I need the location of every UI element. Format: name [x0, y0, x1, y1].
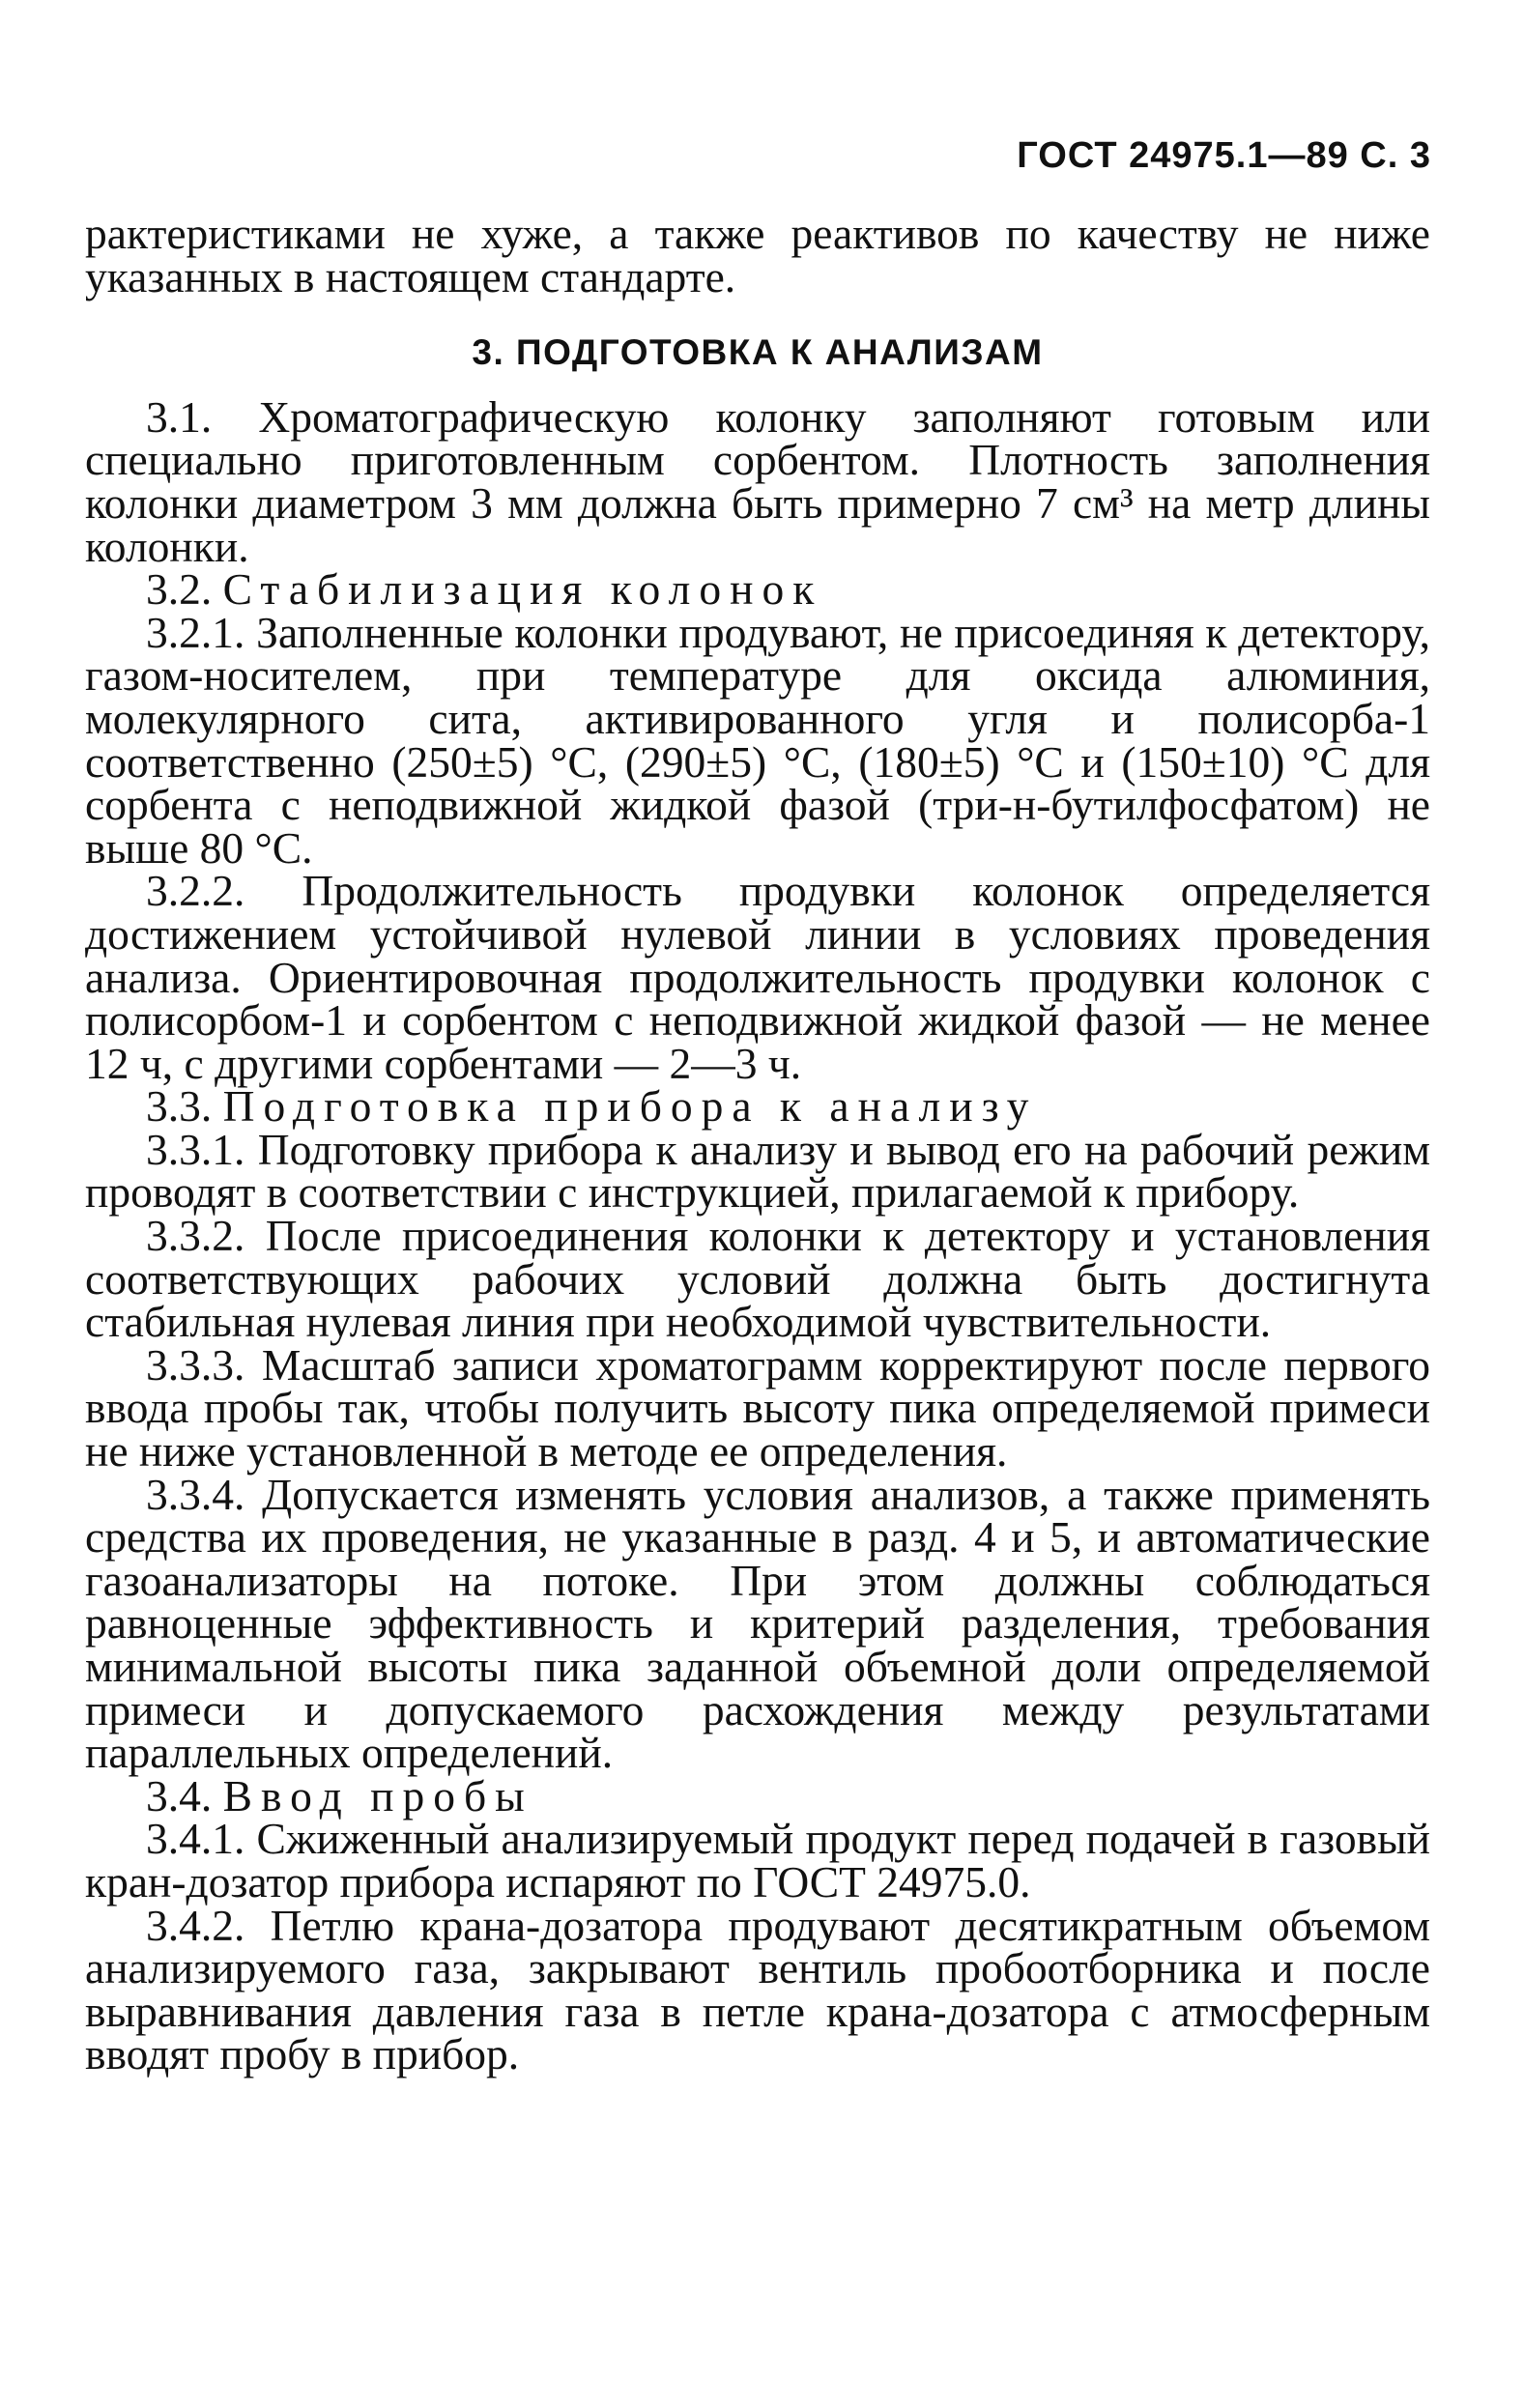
subsection-number: 3.4. — [146, 1770, 213, 1820]
subsection-title: Стабилизация колонок — [222, 564, 823, 615]
section-heading: 3. ПОДГОТОВКА К АНАЛИЗАМ — [472, 332, 1044, 373]
paragraph-3-3-4: 3.3.4. Допускается изменять условия анализов, а также применять средства их проведения, не указанные в разд. 4 и 5, и автоматические газоанализаторы на потоке. При этом должны соблюдаться равноценные эффективность и критерий разделения, требования минимальной высоты пика заданной объемной доли определяемой примеси и допускаемого расхождения между результатами параллельных определений. — [85, 1469, 1430, 1778]
subsection-3-4-title — [85, 1770, 1430, 1820]
paragraph-3-3-2: 3.3.2. После присоединения колонки к детектору и установления соответствующих рабочих условий должна быть достигнута стабильная нулевая линия при необходимой чувствительности. — [85, 1211, 1430, 1347]
paragraph-3-3-1: 3.3.1. Подготовку прибора к анализу и вывод его на рабочий режим проводят в соответствии с инструкцией, прилагаемой к прибору. — [85, 1124, 1430, 1218]
intro-paragraph: рактеристиками не хуже, а также реактивов по качеству не ниже указанных в настоящем стандарте. — [85, 209, 1430, 301]
paragraph-3-2-2: 3.2.2. Продолжительность продувки колонок определяется достижением устойчивой нулевой линии в условиях проведения анализа. Ориентировочная продолжительность продувки колонок с полисорбом-1 и сорбентом с неподвижной жидкой фазой — не менее 12 ч, с другими сорбентами — 2—3 ч. — [85, 866, 1430, 1088]
subsection-number: 3.2. — [146, 564, 213, 615]
paragraph-3-4-1: 3.4.1. Сжиженный анализируемый продукт перед подачей в газовый кран-дозатор прибора испаряют по ГОСТ 24975.0. — [85, 1814, 1430, 1906]
subsection-number: 3.3. — [146, 1081, 213, 1132]
paragraph-3-4-2: 3.4.2. Петлю крана-дозатора продувают десятикратным объемом анализируемого газа, закрывают вентиль пробоотборника и после выравнивания давления газа в петле крана-дозатора с атмосферным вводят пробу в прибор. — [85, 1900, 1430, 2079]
running-header: ГОСТ 24975.1—89 С. 3 — [1017, 135, 1431, 176]
document-body — [85, 209, 1430, 2079]
paragraph-3-1: 3.1. Хроматографическую колонку заполняют готовым или специально приготовленным сорбентом. Плотность заполнения колонки диаметром 3 мм должна быть примерно 7 см³ на метр длины колонки. — [85, 391, 1430, 571]
subsection-title: Подготовка прибора к анализу — [222, 1081, 1038, 1132]
subsection-3-2-title — [85, 564, 1430, 615]
subsection-3-3-title — [85, 1081, 1430, 1132]
subsection-title: Ввод пробы — [222, 1770, 533, 1820]
paragraph-3-3-3: 3.3.3. Масштаб записи хроматограмм корректируют после первого ввода пробы так, чтобы получить высоту пика определяемой примеси не ниже установленной в методе ее определения. — [85, 1339, 1430, 1476]
paragraph-3-2-1: 3.2.1. Заполненные колонки продувают, не присоединяя к детектору, газом-носителем, при температуре для оксида алюминия, молекулярного сита, активированного угля и полисорба-1 соответственно (250±5) °С, (290±5) °С, (180±5) °С и (150±10) °С для сорбента с неподвижной жидкой фазой (три-н-бутилфосфатом) не выше 80 °С. — [85, 607, 1430, 873]
